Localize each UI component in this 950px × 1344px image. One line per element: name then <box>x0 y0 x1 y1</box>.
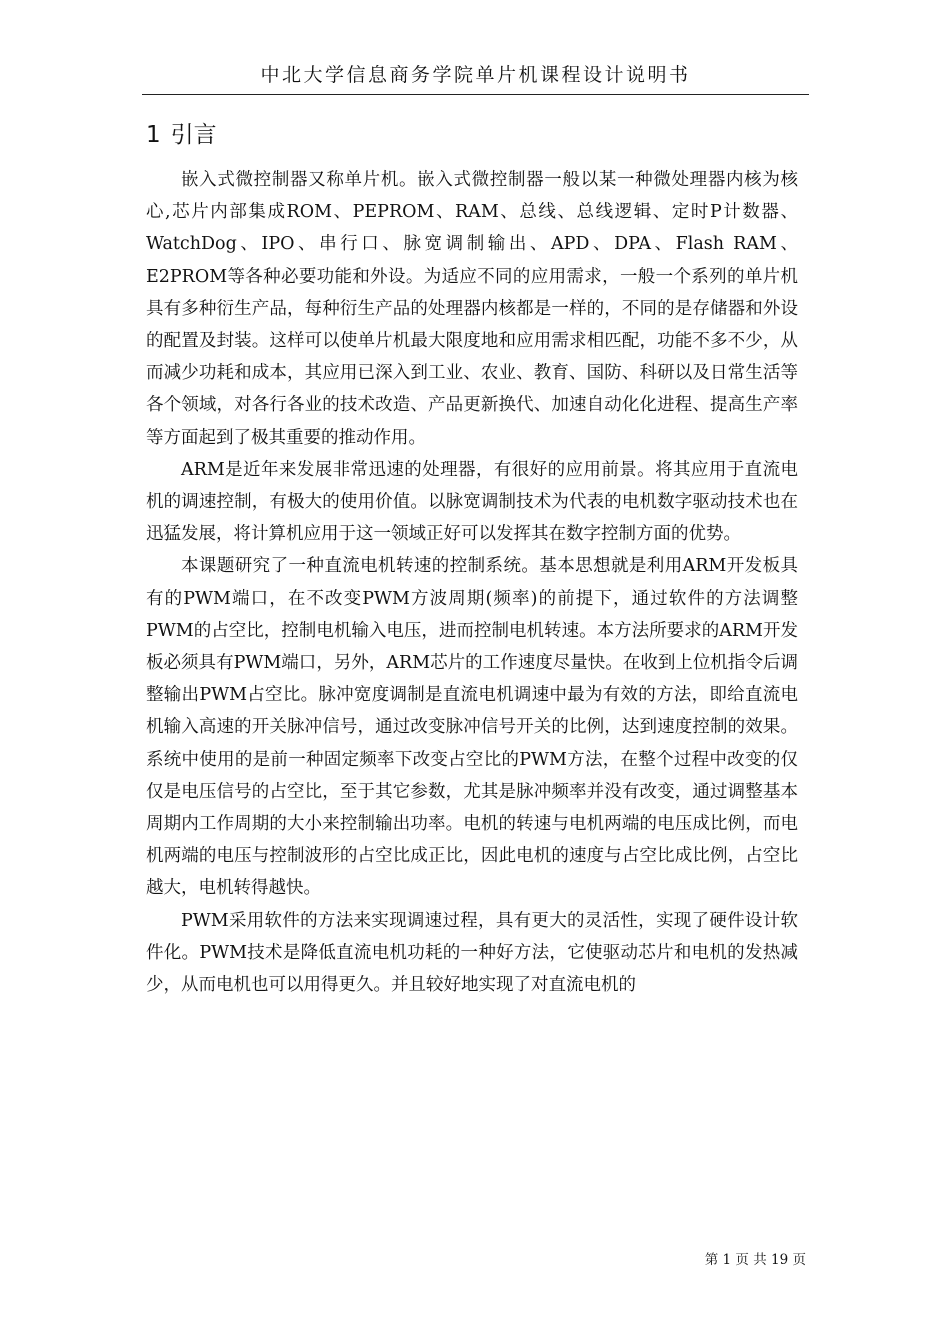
running-header-title: 中北大学信息商务学院单片机课程设计说明书 <box>260 64 691 86</box>
body-text <box>146 164 798 1001</box>
paragraph-pwm-control-system: 本课题研究了一种直流电机转速的控制系统。基本思想就是利用ARM开发板具有的PWM端口，在不改变PWM方波周期(频率)的前提下，通过软件的方法调整PWM的占空比，控制电机输入电压，进而控制电机转速。本方法所要求的ARM开发板必须具有PWM端口，另外，ARM芯片的工作速度尽量快。在收到上位机指令后调整输出PWM占空比。脉冲宽度调制是直流电机调速中最为有效的方法，即给直流电机输入高速的开关脉冲信号，通过改变脉冲信号开关的比例，达到速度控制的效果。系统中使用的是前一种固定频率下改变占空比的PWM方法，在整个过程中改变的仅仅是电压信号的占空比，至于其它参数，尤其是脉冲频率并没有改变，通过调整基本周期内工作周期的大小来控制输出功率。电机的转速与电机两端的电压成比例，而电机两端的电压与控制波形的占空比成正比，因此电机的速度与占空比成比例，占空比越大，电机转得越快。 <box>146 556 798 899</box>
paragraph-intro-mcu: 嵌入式微控制器又称单片机。嵌入式微控制器一般以某一种微处理器内核为核心,芯片内部集成ROM、PEPROM、RAM、总线、总线逻辑、定时P计数器、WatchDog、IPO、串行口、脉宽调制输出、APD、DPA、Flash RAM、E2PROM等各种必要功能和外设。为适应不同的应用需求，一般一个系列的单片机具有多种衍生产品，每种衍生产品的处理器内核都是一样的，不同的是存储器和外设的配置及封装。这样可以使单片机最大限度地和应用需求相匹配，功能不多不少，从而减少功耗和成本，其应用已深入到工业、农业、教育、国防、科研以及日常生活等各个领域，对各行各业的技术改造、产品更新换代、加速自动化化进程、提高生产率等方面起到了极其重要的推动作用。 <box>146 170 798 448</box>
section-title: 引言 <box>170 122 217 148</box>
section-heading <box>146 119 217 151</box>
paragraph-pwm-software: PWM采用软件的方法来实现调速过程，具有更大的灵活性，实现了硬件设计软件化。PWM技术是降低直流电机功耗的一种好方法，它使驱动芯片和电机的发热减少，从而电机也可以用得更久。并且较好地实现了对直流电机的 <box>146 910 798 996</box>
header-divider <box>142 94 809 95</box>
section-number: 1 <box>146 122 161 148</box>
paragraph-arm-motor: ARM是近年来发展非常迅速的处理器，有很好的应用前景。将其应用于直流电机的调速控制，有极大的使用价值。以脉宽调制技术为代表的电机数字驱动技术也在迅猛发展，将计算机应用于这一领域正好可以发挥其在数字控制方面的优势。 <box>146 459 798 545</box>
page-number-footer: 第 1 页 共 19 页 <box>704 1252 806 1268</box>
